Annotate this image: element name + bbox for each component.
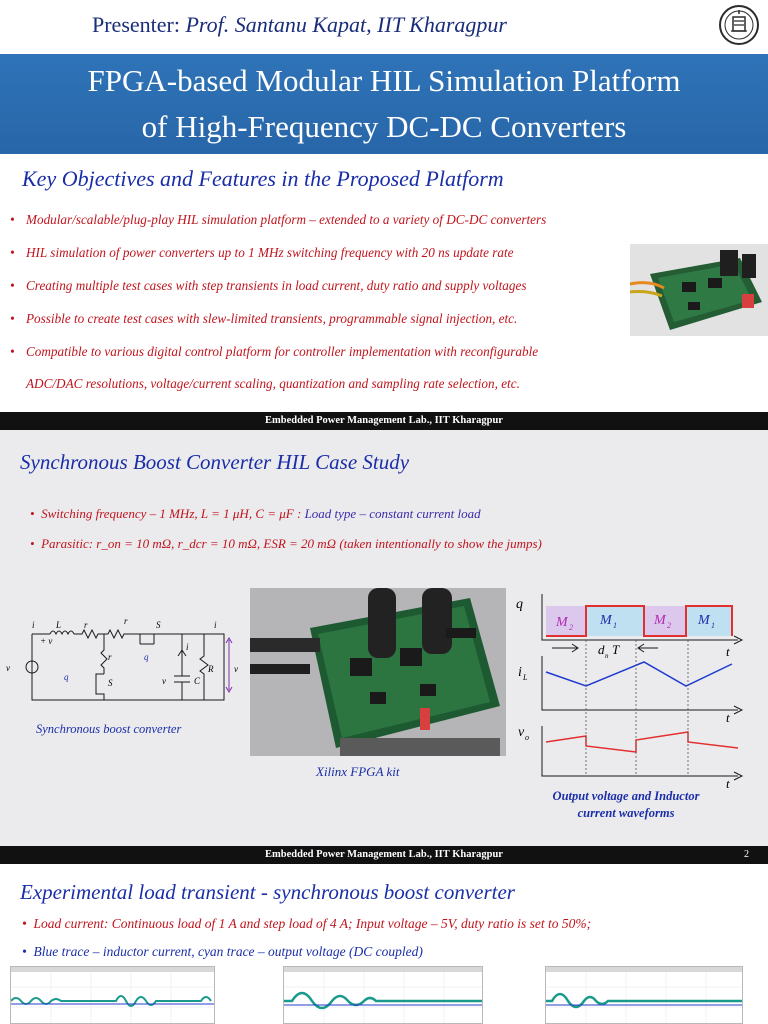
label-s: S (108, 678, 113, 688)
label-rl: r (84, 620, 88, 630)
wave-label-t1: t (726, 644, 730, 659)
wave-label-m1a: M (600, 613, 612, 628)
svg-text:T: T (612, 642, 620, 657)
svg-text:1: 1 (711, 621, 715, 630)
bullet-parasitic: • Parasitic: r_on = 10 mΩ, r_dcr = 10 mΩ, ESR = 20 mΩ (taken intentionally to show the jumps) (30, 536, 542, 551)
bullet-item: • Modular/scalable/plug-play HIL simulation platform – extended to a variety of DC-DC converters (10, 212, 547, 227)
wave-label-t2: t (726, 710, 730, 725)
label-ic: i (186, 642, 189, 652)
bullet-item: • Creating multiple test cases with step transients in load current, duty ratio and supply voltages (10, 278, 527, 293)
footer-bar: Embedded Power Management Lab., IIT Kharagpur (0, 412, 768, 430)
bullet-item: • HIL simulation of power converters up to 1 MHz switching frequency with 20 ns update rate (10, 245, 514, 260)
bullet-load-current: • Load current: Continuous load of 1 A and step load of 4 A; Input voltage – 5V, duty ratio is set to 50%; (22, 916, 592, 931)
wave-label-q: q (516, 597, 523, 612)
footer-bar: Embedded Power Management Lab., IIT Kharagpur (0, 846, 768, 864)
wave-label-dt: d (598, 642, 605, 657)
label-vin: v (6, 663, 10, 673)
svg-text:2: 2 (667, 621, 671, 630)
scope-capture-3 (545, 966, 743, 1024)
label-l: L (56, 620, 62, 630)
scope-capture-2 (283, 966, 483, 1024)
caption-fpga: Xilinx FPGA kit (316, 764, 400, 779)
wave-label-m2a: M (556, 615, 568, 630)
svg-text:n: n (605, 652, 609, 660)
label-vo: v (234, 664, 238, 674)
boost-converter-schematic (4, 610, 244, 710)
section-title-objectives: Key Objectives and Features in the Proposed Platform (22, 166, 504, 191)
wave-label-m1b: M (698, 613, 710, 628)
label-rcn: r (108, 652, 112, 662)
label-vl: + v (40, 636, 53, 646)
hil-board-photo (630, 244, 768, 336)
wave-label-t3: t (726, 776, 730, 790)
svg-text:o: o (525, 733, 529, 742)
section-title-case-study: Synchronous Boost Converter HIL Case Study (20, 450, 410, 474)
caption-waves: Output voltage and Inductor current waveforms (552, 789, 700, 820)
iit-logo-icon (718, 4, 760, 46)
label-ql: q (64, 672, 69, 682)
title-line-1: FPGA-based Modular HIL Simulation Platform (87, 63, 681, 98)
title-line-2: of High-Frequency DC-DC Converters (141, 109, 627, 144)
bullet-item: • Possible to create test cases with slew-limited transients, programmable signal injection, etc. (10, 311, 518, 326)
label-ron: r (124, 616, 128, 626)
caption-circuit: Synchronous boost converter (36, 722, 182, 736)
presenter-name: Prof. Santanu Kapat, IIT Kharagpur (185, 12, 507, 37)
label-qn: q (144, 652, 149, 662)
page-number: 2 (744, 849, 749, 860)
label-c: C (194, 676, 201, 686)
label-io: i (214, 620, 217, 630)
presenter-line (92, 12, 507, 38)
svg-text:L: L (523, 673, 528, 682)
wave-label-m2b: M (654, 613, 666, 628)
bullet-switching: • Switching frequency – 1 MHz, L = 1 μH, C = μF : Load type – constant current load (30, 506, 481, 521)
svg-text:1: 1 (613, 621, 617, 630)
bullet-traces: • Blue trace – inductor current, cyan trace – output voltage (DC coupled) (22, 944, 423, 959)
svg-text:2: 2 (569, 623, 573, 632)
switching-waveforms-diagram (512, 590, 768, 790)
scope-capture-1 (10, 966, 215, 1024)
label-r: R (208, 664, 214, 674)
label-s-bar: S (156, 620, 161, 630)
fpga-kit-photo (250, 588, 506, 756)
wave-label-vo: v (518, 725, 525, 740)
presenter-label: Presenter: (92, 12, 180, 37)
bullet-item-continuation: ADC/DAC resolutions, voltage/current scaling, quantization and sampling rate selection, etc. (26, 376, 520, 391)
label-vc: v (162, 676, 166, 686)
wave-label-il: i (518, 665, 522, 680)
section-title-experimental: Experimental load transient - synchronous boost converter (20, 880, 515, 904)
label-il: i (32, 620, 35, 630)
bullet-item: • Compatible to various digital control platform for controller implementation with reconfigurable (10, 344, 539, 359)
